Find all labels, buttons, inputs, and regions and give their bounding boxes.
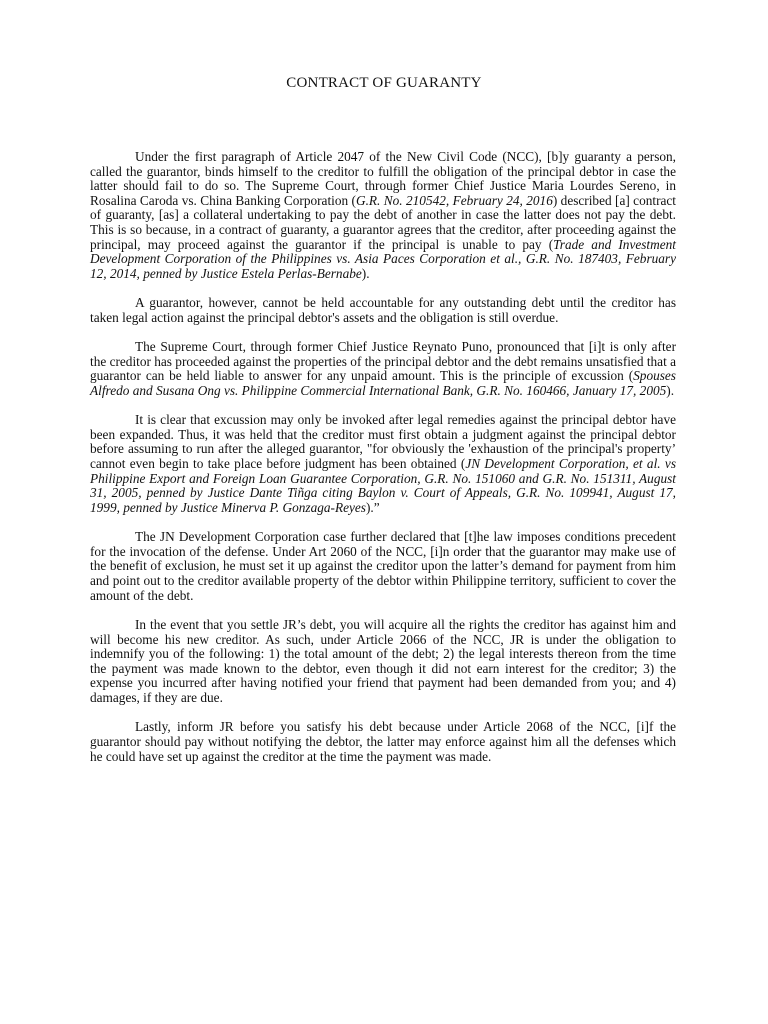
paragraph-legal-remedies — [90, 413, 676, 515]
citation-caroda: G.R. No. 210542, February 24, 2016 — [355, 192, 553, 208]
paragraph-text: The JN Development Corporation case further declared that [t]he law imposes conditions precedent for the invocation of the defense. Under Art 2060 of the NCC, [i]n order that the guarantor may make use of the benefit of exclusion, he must set it up against the creditor upon the latter’s demand for payment from him and point out to the creditor available property of the debtor within Philippine territory, sufficient to cover the amount of the debt. — [90, 529, 676, 603]
paragraph-text: ). — [666, 382, 675, 398]
paragraph-guarantor-accountability — [90, 296, 676, 325]
document-body — [90, 150, 676, 779]
citation-ong: Spouses Alfredo and Susana Ong vs. Philippine Commercial International Bank, G.R. No. 160466, January 17, 2005 — [90, 368, 676, 398]
paragraph-text: It is clear that excussion may only be invoked after legal remedies against the principal debtor have been expanded. Thus, it was held that the creditor must first obtain a judgment against the principal debtor before assuming to run after the alleged guarantor, "for obviously the 'exhaustion of the principal's property’ cannot even begin to take place before judgment has been obtained ( — [90, 412, 676, 472]
document-title: CONTRACT OF GUARANTY — [286, 75, 482, 91]
citation-jn-development: JN Development Corporation, et al. vs Philippine Export and Foreign Loan Guarantee Corporation, G.R. No. 151060 and G.R. No. 151311, August 31, 2005, penned by Justice Dante Tiñga citing Baylon v. Court of Appeals, G.R. No. 109941, August 17, 1999, penned by Justice Minerva P. Gonzaga-Reyes — [90, 456, 676, 515]
paragraph-article-2060 — [90, 530, 676, 603]
paragraph-text: Lastly, inform JR before you satisfy his debt because under Article 2068 of the NCC, [i]f the guarantor should pay without notifying the debtor, the latter may enforce against him all the defenses which he could have set up against the creditor at the time the payment was made. — [90, 719, 676, 764]
paragraph-text: ).” — [365, 499, 380, 515]
paragraph-article-2047 — [90, 150, 676, 281]
paragraph-text: In the event that you settle JR’s debt, you will acquire all the rights the creditor has against him and will become his new creditor. As such, under Article 2066 of the NCC, JR is under the obligation to indemnify you of the following: 1) the total amount of the debt; 2) the legal interests thereon from the time the payment was made known to the debtor, even though it did not earn interest for the creditor; 3) the expense you incurred after having notified your friend that payment had been demanded from you; and 4) damages, if they are due. — [90, 617, 676, 705]
paragraph-text: The Supreme Court, through former Chief Justice Reynato Puno, pronounced that [i]t is only after the creditor has proceeded against the properties of the principal debtor and the debt remains unsatisfied that a guarantor can be held liable to answer for any unpaid amount. This is the principle of excussion ( — [90, 339, 676, 384]
paragraph-article-2066 — [90, 618, 676, 706]
citation-trade-investment: Trade and Investment Development Corporation of the Philippines vs. Asia Paces Corporation et al., G.R. No. 187403, February 12, 2014, penned by Justice Estela Perlas-Bernabe — [90, 236, 676, 281]
paragraph-text: Under the first paragraph of Article 2047 of the New Civil Code (NCC), [b]y guaranty a person, called the guarantor, binds himself to the creditor to fulfill the obligation of the principal debtor in case the latter should fail to do so. The Supreme Court, through former Chief Justice Maria Lourdes Sereno, in Rosalina Caroda vs. China Banking Corporation ( — [90, 149, 676, 208]
paragraph-article-2068 — [90, 720, 676, 764]
paragraph-text: ). — [361, 265, 370, 281]
paragraph-excussion — [90, 340, 676, 398]
paragraph-text: ) described [a] contract of guaranty, [as] a collateral undertaking to pay the debt of another in case the latter does not pay the debt. This is so because, in a contract of guaranty, a guarantor agrees that the creditor, after proceeding against the principal, may proceed against the guarantor if the principal is unable to pay ( — [90, 192, 676, 252]
paragraph-text: A guarantor, however, cannot be held accountable for any outstanding debt until the creditor has taken legal action against the principal debtor's assets and the obligation is still overdue. — [90, 295, 676, 325]
